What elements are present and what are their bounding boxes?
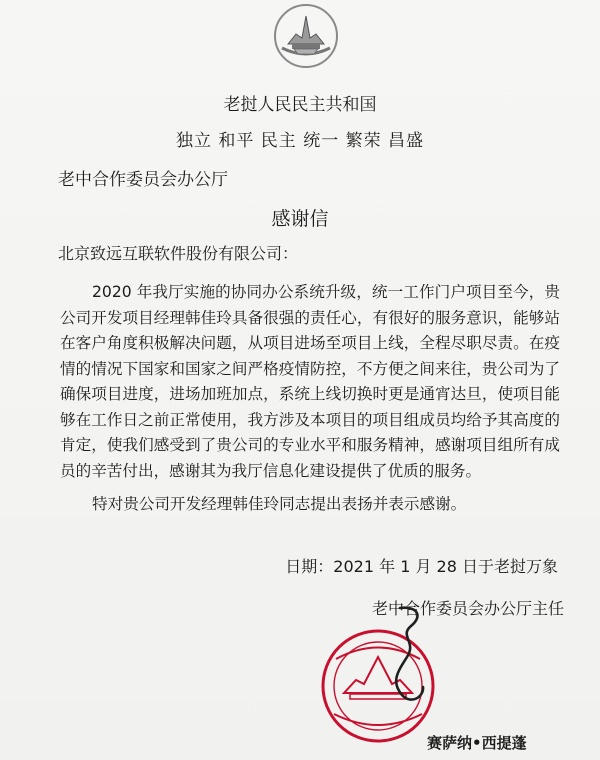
paragraph-two: 特对贵公司开发经理韩佳玲同志提出表扬并表示感谢。 bbox=[92, 495, 467, 513]
signer-name: 赛萨纳•西提蓬 bbox=[427, 734, 527, 752]
laos-emblem-icon bbox=[272, 2, 340, 70]
country-name: 老挝人民民主共和国 bbox=[223, 95, 377, 115]
letter-body bbox=[60, 280, 560, 518]
national-motto: 独立 和平 民主 统一 繁荣 昌盛 bbox=[175, 131, 425, 151]
signer-title: 老中合作委员会办公厅主任 bbox=[371, 599, 564, 618]
letter-date: 日期：2021 年 1 月 28 日于老挝万象 bbox=[285, 557, 558, 576]
office-name: 老中合作委员会办公厅 bbox=[58, 170, 228, 190]
letter-title: 感谢信 bbox=[271, 208, 329, 230]
handwritten-signature-icon bbox=[382, 602, 434, 714]
paragraph-one: 2020 年我厅实施的协同办公系统升级，统一工作门户项目至今，贵公司开发项目经理韩佳玲具备很强的责任心，有很好的服务意识，能够站在客户角度积极解决问题，从项目进场至项目上线，全程尽职尽责。在疫情的情况下国家和国家之间严格疫情防控，不方便之间来往，贵公司为了确保项目进度，进场加班加点，系统上线切换时更是通宵达旦，使项目能够在工作日之前正常使用，我方涉及本项目的项目组成员均给予其高度的肯定，使我们感受到了贵公司的专业水平和服务精神，感谢项目组所有成员的辛苦付出，感谢其为我厅信息化建设提供了优质的服务。 bbox=[60, 283, 560, 480]
salutation: 北京致远互联软件股份有限公司： bbox=[58, 244, 299, 263]
